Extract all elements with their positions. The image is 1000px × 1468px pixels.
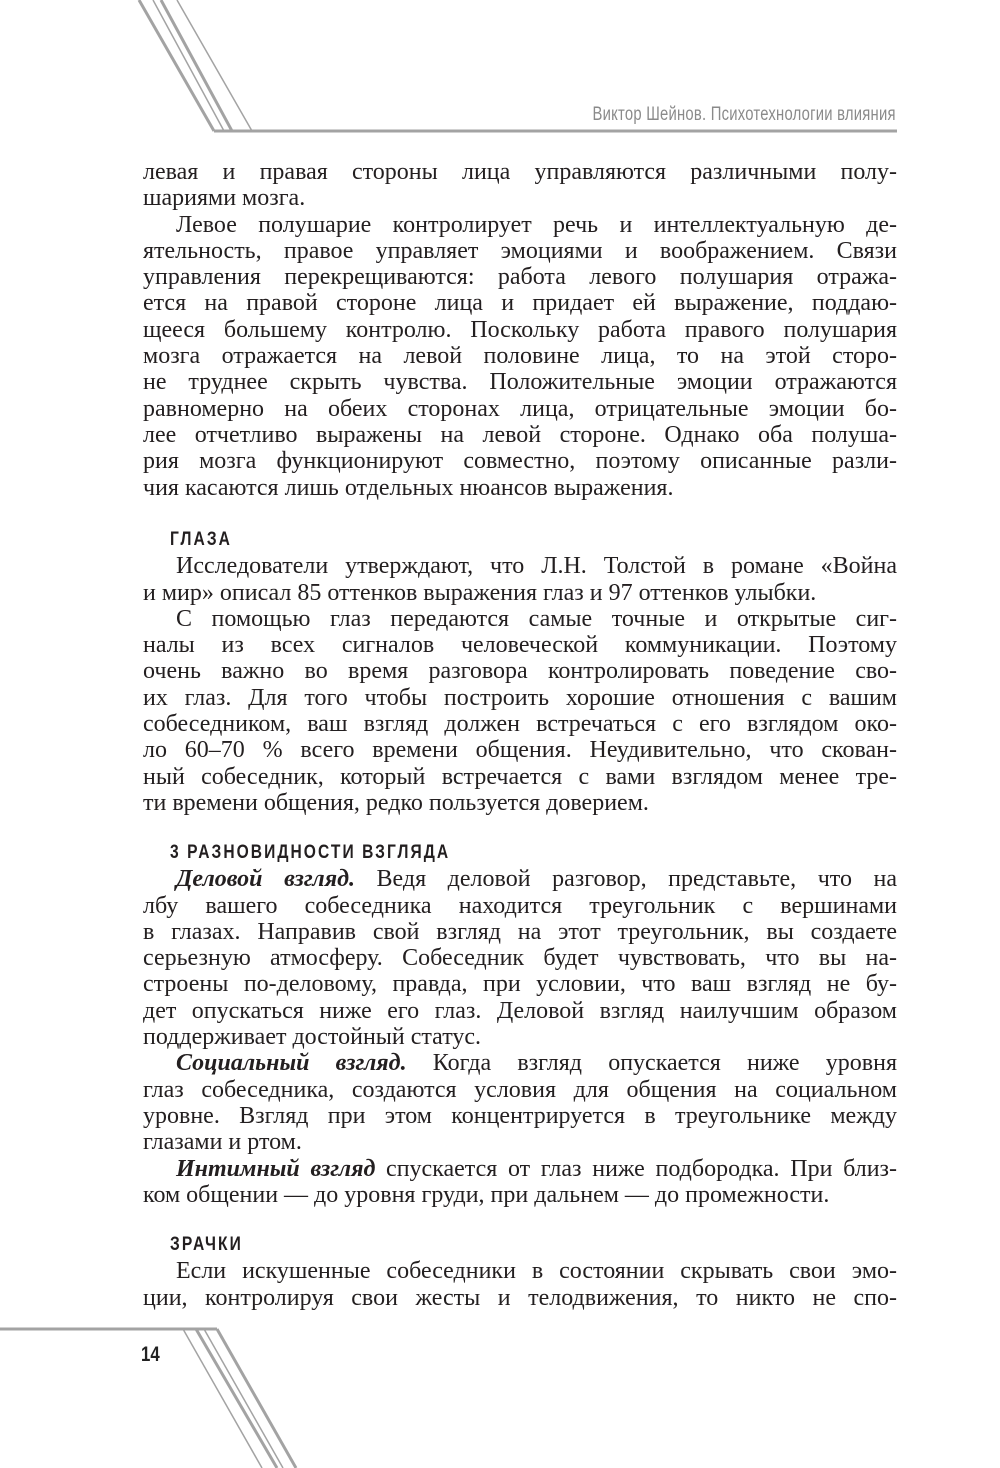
- text-line: [143, 396, 897, 422]
- line-text: рия мозга функционируют совместно, поэтому описанные разли-: [143, 448, 897, 475]
- section-heading: ГЛАЗА: [170, 529, 232, 550]
- text-line: [143, 159, 897, 185]
- text-line: [143, 632, 897, 658]
- text-line: [143, 317, 897, 343]
- paragraph: [143, 866, 897, 1050]
- text-line: [143, 343, 897, 369]
- line-text: Если искушенные собеседники в состоянии скрывать свои эмо-: [176, 1258, 897, 1285]
- line-text: собеседником, ваш взгляд должен встречаться с его взглядом око-: [143, 711, 897, 738]
- section-heading: ЗРАЧКИ: [170, 1234, 243, 1255]
- line-text: управления перекрещиваются: работа левого полушария отража-: [143, 264, 897, 291]
- paragraph: [143, 159, 897, 212]
- line-text: лбу вашего собеседника находится треугольник с вершинами: [143, 892, 897, 919]
- line-text: уровне. Взгляд при этом концентрируется в треугольнике между: [143, 1102, 897, 1129]
- line-text: спускается от глаз ниже подбородка. При близ-: [375, 1155, 898, 1182]
- line-text: налы из всех сигналов человеческой коммуникации. Поэтому: [143, 632, 897, 659]
- line-text: глаз собеседника, создаются условия для общения на социальном: [143, 1076, 897, 1103]
- text-line: [143, 945, 897, 971]
- text-line: [143, 790, 897, 816]
- lead-term: Интимный взгляд: [176, 1155, 376, 1182]
- line-text: ти времени общения, редко пользуется доверием.: [143, 789, 649, 816]
- text-line: [143, 553, 897, 579]
- text-line: [143, 1024, 897, 1050]
- text-line: [143, 1050, 897, 1076]
- line-text: Ведя деловой разговор, представьте, что на: [354, 866, 898, 893]
- text-line: [143, 919, 897, 945]
- line-text: С помощью глаз передаются самые точные и открытые сиг-: [176, 605, 897, 632]
- text-line: [143, 422, 897, 448]
- text-section: [143, 159, 897, 501]
- line-text: ло 60–70 % всего времени общения. Неудивительно, что скован-: [143, 737, 897, 764]
- text-line: [143, 475, 897, 501]
- paragraph: [143, 1258, 897, 1311]
- line-text: левая и правая стороны лица управляются различными полу-: [143, 159, 897, 185]
- line-text: в глазах. Направив свой взгляд на этот треугольник, вы создаете: [143, 918, 897, 945]
- text-section: [143, 1232, 897, 1311]
- line-text: лее отчетливо выражены на левой стороне. Однако оба полуша-: [143, 421, 897, 448]
- text-line: [143, 1129, 897, 1155]
- text-line: [143, 185, 897, 211]
- paragraph: [143, 212, 897, 501]
- line-text: ный собеседник, который встречается с вами взглядом менее тре-: [143, 763, 897, 790]
- header-diagonal-rule: [161, 0, 232, 131]
- header-diagonal-rule: [139, 0, 214, 131]
- text-line: [143, 606, 897, 632]
- text-line: [143, 1285, 897, 1311]
- line-text: дет опускаться ниже его глаз. Деловой взгляд наилучшим образом: [143, 997, 897, 1024]
- footer-diagonal-rule: [183, 1329, 262, 1468]
- text-line: [143, 1156, 897, 1182]
- text-line: [143, 448, 897, 474]
- text-line: [143, 658, 897, 684]
- text-line: [143, 1258, 897, 1284]
- text-line: [143, 737, 897, 763]
- text-line: [143, 238, 897, 264]
- text-line: [143, 971, 897, 997]
- line-text: ятельность, правое управляет эмоциями и воображением. Связи: [143, 237, 897, 264]
- line-text: не труднее скрыть чувства. Положительные эмоции отражаются: [143, 369, 897, 396]
- text-line: [143, 998, 897, 1024]
- lead-term: Социальный взгляд.: [176, 1050, 407, 1077]
- section-heading: 3 РАЗНОВИДНОСТИ ВЗГЛЯДА: [170, 842, 451, 863]
- text-line: [143, 264, 897, 290]
- line-text: шариями мозга.: [143, 185, 306, 212]
- line-text: глазами и ртом.: [143, 1129, 302, 1156]
- footer-diagonal-rule: [204, 1329, 283, 1468]
- text-line: [143, 212, 897, 238]
- text-line: [143, 764, 897, 790]
- footer-diagonal-rule: [217, 1329, 296, 1468]
- paragraph: [143, 1156, 897, 1209]
- line-text: Левое полушарие контролирует речь и интеллектуальную де-: [176, 211, 897, 238]
- line-text: ком общении — до уровня груди, при дальнем — до промежности.: [143, 1181, 830, 1208]
- footer-diagonal-rule: [196, 1329, 277, 1468]
- running-head: Виктор Шейнов. Психотехнологии влияния: [592, 104, 896, 125]
- line-text: серьезную атмосферу. Собеседник будет чувствовать, что вы на-: [143, 945, 897, 972]
- line-text: щееся большему контролю. Поскольку работа правого полушария: [143, 316, 897, 343]
- line-text: мозга отражается на левой половине лица, то на этой сторо-: [143, 343, 897, 370]
- line-text: и мир» описал 85 оттенков выражения глаз и 97 оттенков улыбки.: [143, 579, 817, 606]
- text-line: [143, 290, 897, 316]
- line-text: чия касаются лишь отдельных нюансов выражения.: [143, 474, 674, 501]
- text-line: [143, 1077, 897, 1103]
- line-text: поддерживает достойный статус.: [143, 1024, 482, 1051]
- line-text: строены по-деловому, правда, при условии, что ваш взгляд не бу-: [143, 971, 897, 998]
- text-section: [143, 527, 897, 816]
- paragraph: [143, 1050, 897, 1155]
- text-line: [143, 1103, 897, 1129]
- paragraph: [143, 553, 897, 606]
- lead-term: Деловой взгляд.: [176, 866, 355, 893]
- text-line: [143, 1182, 897, 1208]
- line-text: ется на правой стороне лица и придает ей выражение, поддаю-: [143, 290, 897, 317]
- text-line: [143, 866, 897, 892]
- line-text: Исследователи утверждают, что Л.Н. Толстой в романе «Война: [176, 553, 897, 580]
- line-text: равномерно на обеих сторонах лица, отрицательные эмоции бо-: [143, 395, 897, 422]
- line-text: очень важно во время разговора контролировать поведение сво-: [143, 658, 897, 685]
- page-number: 14: [141, 1343, 160, 1366]
- text-line: [143, 893, 897, 919]
- text-line: [143, 580, 897, 606]
- line-text: ции, контролируя свои жесты и телодвижения, то никто не спо-: [143, 1284, 897, 1311]
- text-line: [143, 685, 897, 711]
- text-line: [143, 369, 897, 395]
- paragraph: [143, 606, 897, 816]
- text-section: [143, 840, 897, 1208]
- line-text: их глаз. Для того чтобы построить хорошие отношения с вашим: [143, 684, 897, 711]
- text-line: [143, 711, 897, 737]
- line-text: Когда взгляд опускается ниже уровня: [406, 1050, 898, 1077]
